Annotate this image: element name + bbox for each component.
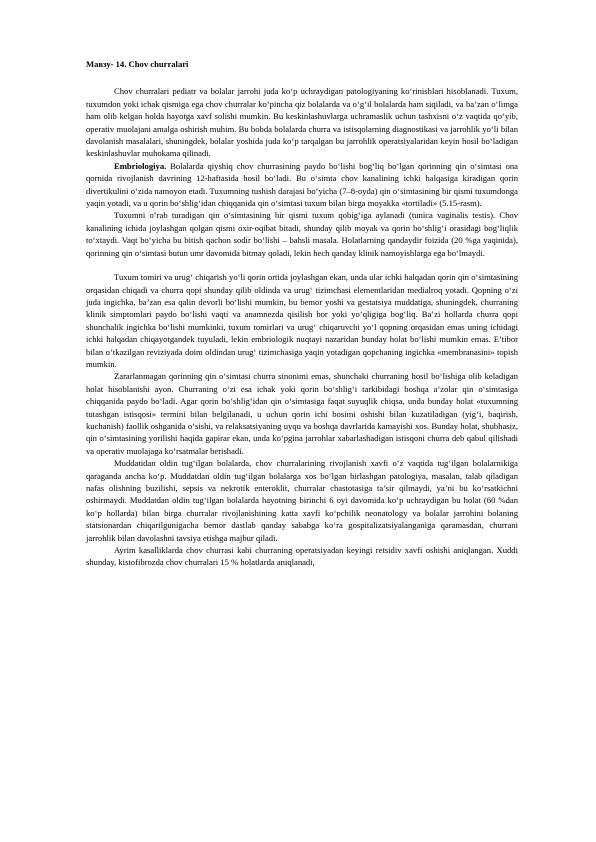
paragraph-tunica-vaginalis: Tuxumni o‘rab turadigan qin o‘simtasining bir qismi tuxum qobig‘iga aylanadi (tunica vaginalis testis). Chov kanalining ichida joylashgan qolgan qismi oxir-oqibat bitadi, shunday qilib moyak va qorin bo‘shlig‘i orasidagi bog‘liqlik to‘xtaydi. Vaqt bo‘yicha bu bitish qachon sodir bo‘lishi – bahsli masala. Holatlarning qandaydir foizida (20 %ga yaqinida), qorinning qin o‘simtasi butun umr davomida bitmay qoladi, lekin hech qanday klinik namoyishlarga ega bo‘lmaydi. <box>86 210 518 258</box>
paragraph-intro: Chov churralari pediatr va bolalar jarrohi juda ko‘p uchraydigan patologiyaning ko‘rinishlari hisoblanadi. Tuxum, tuxumdon yoki ichak qismiga ega chov churralar ko‘pincha qiz bolalarda va o‘g‘il bolalarda ham siqiladi, va ba’zan o‘limga ham olib kelgan holda hayotga xavf solishi mumkin. Bu keskinlashuvlarga uchramaslik uchun tashxisni o‘z vaqtida qo‘yib, operativ muolajani amalga oshirish muhim. Bu bobda bolalarda churra va istisqolarning diagnostikasi va jarrohlik yo‘li bilan davolanish masalalari, shuningdek, bolalar yoshida juda ko‘p tarqalgan bu jarrohlik operatsiyalaridan keyin hosil bo‘ladigan keskinlashuvlar muhokama qilinadi. <box>86 86 518 159</box>
paragraph-embryology <box>86 160 518 210</box>
page-title: Мавзу- 14. Chov churralari <box>86 59 189 69</box>
paragraph-gap <box>86 259 518 271</box>
title-main: Chov churralari <box>128 59 189 69</box>
embryology-heading: Embriologiya. <box>114 160 167 171</box>
paragraph-premature-infants: Muddatidan oldin tug‘ilgan bolalarda, chov churralarining rivojlanish xavfi o‘z vaqtida tug‘ilgan bolalarnikiga qaraganda ancha ko‘p. Muddatdan oldin tug‘ilgan bolalarga xos bo‘lgan birlashgan patologiya, masalan, talab qiladigan nafas olishning buzilishi, sepsis va nekrotik enteroklit, churralar chastotasiga ta’sir qilmaydi, ya’ni bu ko‘rsatkichni oshirmaydi. Muddatdan oldin tug‘ilgan bolalarda hayotning birinchi 6 oyi davomida ko‘p uchraydigan bu holat (60 %dan ko‘p hollarda) bilan birga churralar rivojlanishining katta xavfi ko‘pchilik neonatology va bolalar jarrohini bolaning statsionardan chiqarilgunigacha bemor dastlab qanday sababga ko‘ra gospitalizatsiyalanganiga qaramasdan, churrani jarrohlik bilan davolashni tavsiya etishga majbur qiladi. <box>86 458 518 543</box>
paragraph-spermatic-cord: Tuxum tomiri va urug‘ chiqarish yo‘li qorin ortida joylashgan ekan, unda ular ichki halqadan qorin qin o‘simtasining orqasidan chiqadi va churra qopi shunday qilib oldinda va urug‘ tizimchasi elementlaridan medialroq yotadi. Qopning o‘zi juda ingichka, ba’zan esa qalin devorli bo‘lishi mumkin, bu bemor yoshi va gestatsiya muddatiga, shuningdek, churraning klinik simptomlari paydo bo‘lishi vaqti va anamnezda qisilish bor yoki yo‘qligiga bog‘liq. Ba’zi hollarda churra qopi shunchalik ingichka bo‘lishi mumkinki, tuxum tomirlari va urug‘ chiqaruvchi yo‘l qopning orqasidan emas uning ichidagi ichki halqadan chiqayotgandek tuyuladi, lekin embriologik nuqtayi nazaridan bunday holat bo‘lishi mumkin emas. E’tibor bilan o‘tkazilgan reviziyada doim oldindan urug‘ tizimchasiga yaqin yotadigan qopchaning ingichka «membranasini» topish mumkin. <box>86 272 518 369</box>
title-prefix: Мавзу- 14 <box>86 59 125 69</box>
embryology-text: Bolalarda qiyshiq chov churrasining paydo bo‘lishi bog‘liq bo‘lgan qorinning qin o‘simtasi ona qornida rivojlanish davrining 12-haftasida hosil bo‘ladi. Bu o‘simta chov kanalining ichki halqasiga kiradigan qorin divertikulini o‘zida namoyon etadi. Tuxumning tushish darajasi bo‘yicha (7–8-oyda) qin o‘simtasining bir qismi tuxumdonga yaqin yotadi, va u qorin bo‘shlig‘idan chiqqanida qin o‘simtasi tuxum bilan birga moyakka «tortiladi» (5.15-rasm). <box>86 160 518 209</box>
paragraph-recurrence: Ayrim kasalliklarda chov churrasi kabi churraning operatsiyadan keyingi retsidiv xavfi oshishi aniqlangan. Xuddi shunday, kistofibrozda chov churralari 15 % holatlarda aniqlanadi, <box>86 545 518 568</box>
document-page <box>86 58 518 569</box>
paragraph-hydrocele: Zararlanmagan qorinning qin o‘simtasi churra sinonimi emas, shunchaki churraning hosil bo‘lishiga olib keladigan holat hisoblanishi ayon. Churraning o‘zi esa ichak yoki qorin bo‘shlig‘i tarkibidagi boshqa a’zolar qin o‘simtasiga chiqqanida paydo bo‘ladi. Agar qorin bo‘shlig‘idan qin o‘simtasiga faqat suyuqlik chiqsa, unda bunday holat «tuxumning tutashgan istisqosi» termini bilan belgilanadi, u uchun qorin ichi bosimi oshishi bilan kuzatiladigan (yig‘i, baqirish, kuchanish) faollik oshganida o‘sishi, va relaksatsiyaning uyqu va boshqa davrlarida kamayishi xos. Bunday holat, shubhasiz, qin o‘simtasining yorilishi haqida gapirar ekan, unda ko‘pgina jarrohlar xabarlashadigan istisqoni churra deb qabul qilishadi va operativ muolajaga ko‘rsatmalar berishadi. <box>86 371 518 456</box>
